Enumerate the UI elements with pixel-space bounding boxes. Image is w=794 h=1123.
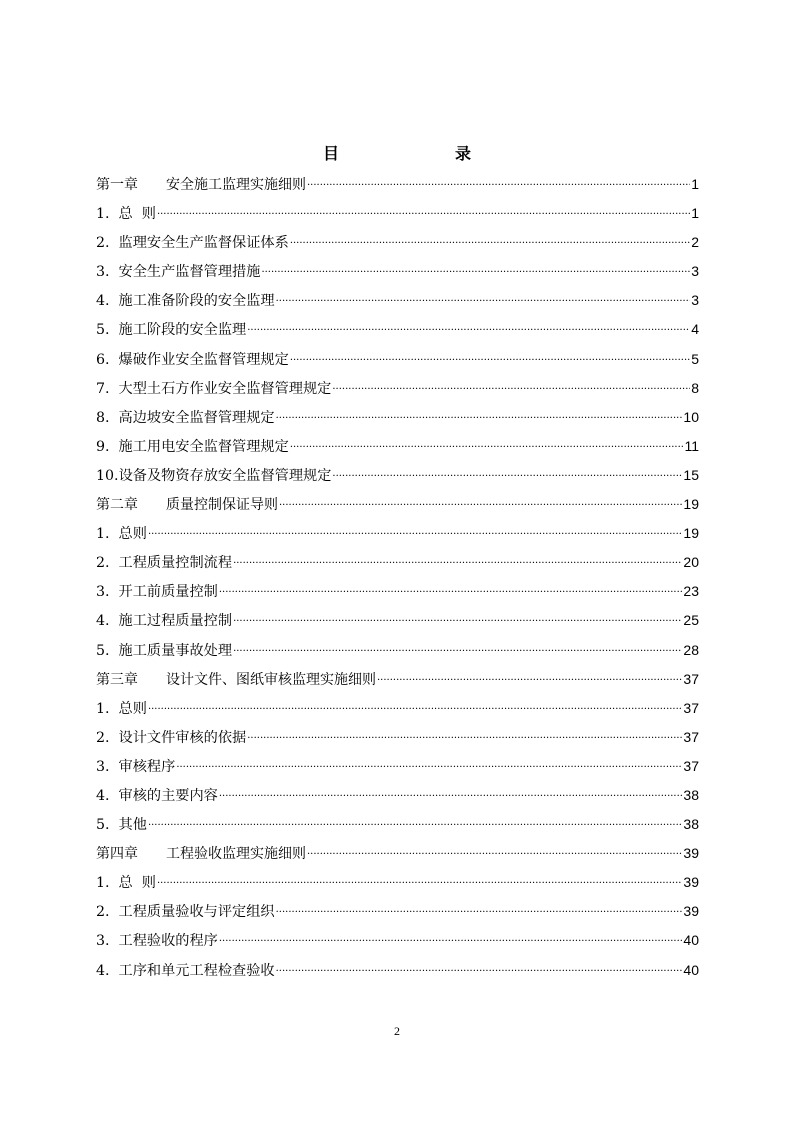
toc-entry-page: 28 — [683, 641, 699, 658]
toc-entry-label: 4. 施工过程质量控制 — [96, 613, 233, 630]
toc-entry[interactable] — [96, 810, 699, 839]
toc-entry-page: 19 — [683, 525, 699, 542]
toc-leader-dots — [276, 898, 683, 927]
toc-chapter-entry[interactable] — [96, 839, 699, 868]
toc-entry-page: 40 — [683, 961, 699, 978]
toc-entry[interactable] — [96, 257, 699, 286]
toc-entry-label: 8. 高边坡安全监督管理规定 — [96, 409, 275, 426]
table-of-contents — [96, 170, 699, 985]
toc-entry[interactable] — [96, 315, 699, 344]
toc-entry-label: 第三章 设计文件、图纸审核监理实施细则 — [96, 671, 376, 688]
toc-leader-dots — [276, 957, 683, 986]
toc-entry-page: 8 — [691, 379, 699, 396]
toc-entry-label: 1. 总则 — [96, 526, 147, 543]
toc-entry[interactable] — [96, 286, 699, 315]
toc-entry-page: 39 — [683, 903, 699, 920]
toc-entry[interactable] — [96, 432, 699, 461]
toc-entry-label: 1. 总 则 — [96, 875, 156, 892]
toc-leader-dots — [233, 637, 682, 666]
toc-leader-dots — [261, 258, 690, 287]
toc-leader-dots — [307, 171, 690, 200]
toc-leader-dots — [247, 724, 682, 753]
toc-leader-dots — [276, 287, 691, 316]
toc-entry-page: 38 — [683, 816, 699, 833]
toc-entry[interactable] — [96, 781, 699, 810]
toc-entry-label: 5. 其他 — [96, 817, 147, 834]
toc-entry-label: 6. 爆破作业安全监督管理规定 — [96, 351, 289, 368]
toc-entry-label: 1. 总 则 — [96, 206, 156, 223]
toc-entry-page: 38 — [683, 786, 699, 803]
toc-entry[interactable] — [96, 752, 699, 781]
page-title: 目 录 — [322, 144, 499, 163]
toc-entry[interactable] — [96, 606, 699, 635]
toc-leader-dots — [157, 869, 682, 898]
toc-entry[interactable] — [96, 345, 699, 374]
toc-entry-page: 2 — [691, 234, 699, 251]
toc-leader-dots — [247, 316, 690, 345]
toc-leader-dots — [276, 404, 683, 433]
toc-entry[interactable] — [96, 461, 699, 490]
toc-entry-page: 37 — [683, 670, 699, 687]
toc-leader-dots — [219, 578, 683, 607]
toc-entry-label: 5. 施工阶段的安全监理 — [96, 322, 247, 339]
toc-entry[interactable] — [96, 228, 699, 257]
toc-leader-dots — [290, 229, 690, 258]
toc-entry-page: 39 — [683, 845, 699, 862]
toc-entry-label: 7. 大型土石方作业安全监督管理规定 — [96, 380, 332, 397]
toc-entry-label: 3. 工程验收的程序 — [96, 933, 218, 950]
toc-entry-page: 3 — [691, 292, 699, 309]
toc-entry-label: 第一章 安全施工监理实施细则 — [96, 177, 306, 193]
toc-leader-dots — [148, 695, 682, 724]
toc-leader-dots — [157, 200, 690, 229]
toc-leader-dots — [279, 491, 682, 520]
toc-leader-dots — [148, 811, 682, 840]
toc-entry[interactable] — [96, 374, 699, 403]
toc-leader-dots — [219, 782, 683, 811]
toc-entry-page: 37 — [683, 757, 699, 774]
toc-leader-dots — [233, 549, 682, 578]
toc-entry[interactable] — [96, 926, 699, 955]
toc-entry-page: 10 — [683, 408, 699, 425]
toc-entry-page: 40 — [683, 932, 699, 949]
toc-entry-label: 10.设备及物资存放安全监督管理规定 — [96, 467, 332, 484]
toc-leader-dots — [332, 462, 682, 491]
toc-entry-label: 3. 审核程序 — [96, 758, 176, 775]
toc-entry-page: 25 — [683, 612, 699, 629]
toc-entry[interactable] — [96, 519, 699, 548]
toc-entry[interactable] — [96, 723, 699, 752]
toc-entry-page: 15 — [683, 466, 699, 483]
toc-entry-page: 20 — [683, 554, 699, 571]
toc-leader-dots — [307, 840, 682, 869]
toc-leader-dots — [176, 753, 682, 782]
toc-entry[interactable] — [96, 199, 699, 228]
toc-leader-dots — [148, 520, 682, 549]
toc-entry-page: 23 — [683, 583, 699, 600]
toc-entry-page: 19 — [683, 496, 699, 513]
toc-entry-page: 37 — [683, 728, 699, 745]
toc-entry[interactable] — [96, 868, 699, 897]
toc-entry-label: 3. 安全生产监督管理措施 — [96, 264, 261, 281]
toc-entry[interactable] — [96, 956, 699, 985]
toc-entry-label: 3. 开工前质量控制 — [96, 584, 218, 601]
toc-entry-label: 第四章 工程验收监理实施细则 — [96, 846, 306, 863]
toc-entry-page: 37 — [683, 699, 699, 716]
toc-entry[interactable] — [96, 577, 699, 606]
toc-entry-label: 4. 工序和单元工程检查验收 — [96, 962, 275, 979]
toc-entry-label: 第二章 质量控制保证导则 — [96, 497, 278, 514]
toc-leader-dots — [219, 927, 683, 956]
toc-entry[interactable] — [96, 548, 699, 577]
toc-leader-dots — [290, 346, 690, 375]
toc-entry-page: 1 — [691, 205, 699, 222]
toc-entry-page: 5 — [691, 350, 699, 367]
toc-entry[interactable] — [96, 636, 699, 665]
toc-leader-dots — [332, 375, 690, 404]
toc-entry-label: 4. 审核的主要内容 — [96, 787, 218, 804]
toc-entry-page: 4 — [691, 321, 699, 338]
toc-entry-label: 2. 设计文件审核的依据 — [96, 729, 247, 746]
toc-entry-label: 2. 监理安全生产监督保证体系 — [96, 235, 289, 252]
toc-entry-label: 4. 施工准备阶段的安全监理 — [96, 293, 275, 310]
toc-entry-page: 3 — [691, 263, 699, 280]
toc-entry-page: 1 — [691, 176, 699, 192]
toc-entry[interactable] — [96, 897, 699, 926]
toc-entry[interactable] — [96, 694, 699, 723]
toc-chapter-entry[interactable] — [96, 170, 699, 199]
toc-entry[interactable] — [96, 403, 699, 432]
toc-entry-label: 5. 施工质量事故处理 — [96, 642, 233, 659]
toc-chapter-entry[interactable] — [96, 490, 699, 519]
toc-leader-dots — [233, 607, 682, 636]
toc-entry-label: 9. 施工用电安全监督管理规定 — [96, 438, 289, 455]
toc-leader-dots — [377, 666, 682, 695]
toc-entry-label: 2. 工程质量控制流程 — [96, 555, 233, 572]
page-number: 2 — [394, 1024, 400, 1038]
toc-chapter-entry[interactable] — [96, 665, 699, 694]
toc-entry-label: 2. 工程质量验收与评定组织 — [96, 904, 275, 921]
toc-entry-page: 39 — [683, 874, 699, 891]
toc-entry-page: 11 — [684, 437, 699, 454]
toc-entry-label: 1. 总则 — [96, 700, 147, 717]
toc-leader-dots — [290, 433, 684, 462]
